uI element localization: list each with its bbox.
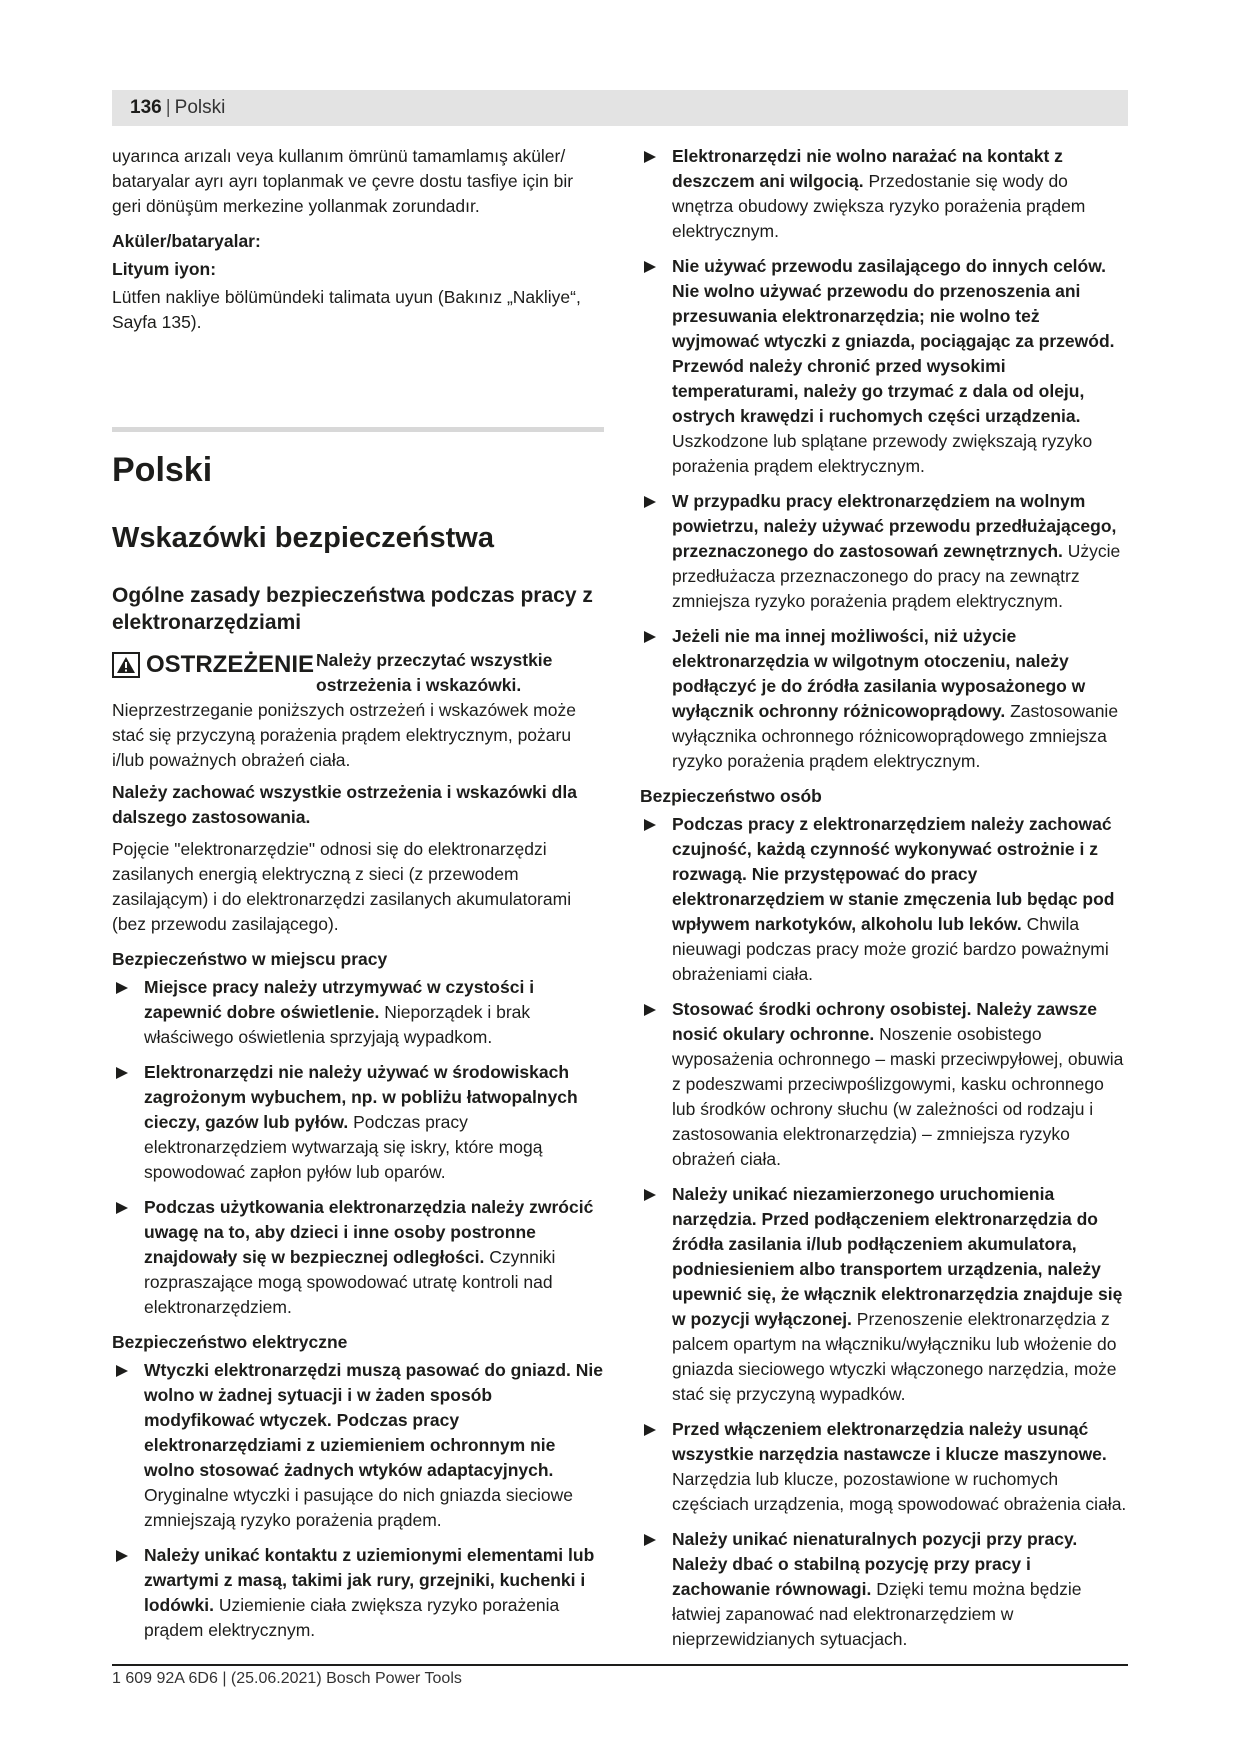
list-item <box>640 997 1130 1172</box>
definition-text: Pojęcie "elektronarzędzie" odnosi się do elektronarzędzi zasilanych energią elektryczną z sieci (z przewodem zasilającym) i do elektronarzędzi zasilanych akumulatorami (bez przewodu zasilającego). <box>112 839 572 934</box>
warning-block <box>112 648 604 698</box>
item-text: Użycie przedłużacza przeznaczonego do pracy na zewnątrz zmniejsza ryzyko porażenia prądem elektrycznym. <box>672 541 1121 611</box>
item-text: Zastosowanie wyłącznika ochronnego różnicowoprądowego zmniejsza ryzyko porażenia prądem elektrycznym. <box>672 701 1119 771</box>
list-item <box>112 1543 604 1643</box>
item-bold: Stosować środki ochrony osobistej. Należy zawsze nosić okulary ochronne. <box>672 999 1097 1044</box>
lithium-label: Lityum iyon: <box>112 259 217 279</box>
warning-text: Nieprzestrzeganie poniższych ostrzeżeń i wskazówek może stać się przyczyną porażenia prądem elektrycznym, pożaru i/lub poważnych obrażeń ciała. <box>112 700 576 770</box>
item-text: Przedostanie się wody do wnętrza obudowy zwiększa ryzyko porażenia prądem elektrycznym. <box>672 171 1086 241</box>
right-column <box>640 144 1130 1662</box>
list-item <box>640 144 1130 244</box>
list-item <box>640 624 1130 774</box>
list-item <box>640 1527 1130 1652</box>
item-bold: Przed włączeniem elektronarzędzia należy usunąć wszystkie narzędzia nastawcze i klucze maszynowe. <box>672 1419 1107 1464</box>
language-heading: Polski <box>112 451 213 489</box>
item-text: Chwila nieuwagi podczas pracy może grozić bardzo poważnymi obrażeniami ciała. <box>672 914 1109 984</box>
item-bold: Należy unikać kontaktu z uziemionymi elementami lub zwartymi z masą, takimi jak rury, grzejniki, kuchenki i lodówki. <box>144 1545 595 1615</box>
keep-warnings-text: Należy zachować wszystkie ostrzeżenia i wskazówki dla dalszego zastosowania. <box>112 782 577 827</box>
left-column <box>112 144 604 1653</box>
intro-text: uyarınca arızalı veya kullanım ömrünü tamamlamış aküler/ bataryalar ayrı ayrı toplanmak ve çevre dostu tasfiye için bir geri dönüşüm merkezine yollanmak zorundadır. <box>112 146 574 216</box>
list-item <box>112 1358 604 1533</box>
list-item <box>640 1417 1130 1517</box>
item-text: Noszenie osobistego wyposażenia ochronnego – maski przeciwpyłowej, obuwia z podeszwami przeciwpoślizgowymi, kasku ochronnego lub środków ochrony słuchu (w zależności od rodzaju i zastosowania elektronarzędzia) – zmniejsza ryzyko obrażeń ciała. <box>672 1024 1124 1169</box>
lithium-text: Lütfen nakliye bölümündeki talimata uyun (Bakınız „Nakliye“, Sayfa 135). <box>112 287 581 332</box>
header-separator: | <box>165 97 171 118</box>
item-bold: Jeżeli nie ma innej możliwości, niż użycie elektronarzędzia w wilgotnym otoczeniu, należy podłączyć je do źródła zasilania wyposażonego w wyłącznik ochronny różnicowoprądowy. <box>672 626 1086 721</box>
item-bold: Miejsce pracy należy utrzymywać w czystości i zapewnić dobre oświetlenie. <box>144 977 535 1022</box>
item-bold: Należy unikać niezamierzonego uruchomienia narzędzia. Przed podłączeniem elektronarzędzia do źródła zasilania i/lub podłączeniem akumulatora, podniesieniem albo transportem urządzenia, należy upewnić się, że włącznik elektronarzędzia znajduje się w pozycji wyłączonej. <box>672 1184 1123 1329</box>
item-text: Uszkodzone lub splątane przewody zwiększają ryzyko porażenia prądem elektrycznym. <box>672 431 1093 476</box>
electrical-heading: Bezpieczeństwo elektryczne <box>112 1332 348 1352</box>
header-language: Polski <box>174 97 226 118</box>
item-bold: W przypadku pracy elektronarzędziem na wolnym powietrzu, należy używać przewodu przedłużającego, przeznaczonego do zastosowań zewnętrznych. <box>672 491 1117 561</box>
personal-safety-heading: Bezpieczeństwo osób <box>640 786 822 806</box>
item-bold: Wtyczki elektronarzędzi muszą pasować do gniazd. Nie wolno w żadnej sytuacji i w żaden sposób modyfikować wtyczek. Podczas pracy elektronarzędziami z uziemieniem ochronnym nie wolno stosować żadnych wtyków adaptacyjnych. <box>144 1360 604 1480</box>
list-item <box>112 975 604 1050</box>
list-item <box>640 254 1130 479</box>
safety-heading: Wskazówki bezpieczeństwa <box>112 522 494 554</box>
item-bold: Nie używać przewodu zasilającego do innych celów. Nie wolno używać przewodu do przenoszenia ani przesuwania elektronarzędzia; nie wolno też wyjmować wtyczki z gniazda, pociągając za przewód. Przewód należy chronić przed wysokimi temperaturami, należy go trzymać z dala od oleju, ostrych krawędzi i ruchomych części urządzenia. <box>672 256 1115 426</box>
item-bold: Należy unikać nienaturalnych pozycji przy pracy. Należy dbać o stabilną pozycję przy pracy i zachowanie równowagi. <box>672 1529 1078 1599</box>
item-text: Przenoszenie elektronarzędzia z palcem opartym na włączniku/wyłączniku lub włożenie do gniazda sieciowego wtyczki włączonego narzędzia, może stać się przyczyną wypadków. <box>672 1309 1117 1404</box>
item-text: Podczas pracy elektronarzędziem wytwarzają się iskry, które mogą spowodować zapłon pyłów lub oparów. <box>144 1112 543 1182</box>
section-divider <box>112 427 604 432</box>
warning-triangle-icon <box>112 652 140 678</box>
item-text: Narzędzia lub klucze, pozostawione w ruchomych częściach urządzenia, mogą spowodować obrażenia ciała. <box>672 1469 1127 1514</box>
item-text: Nieporządek i brak właściwego oświetlenia sprzyjają wypadkom. <box>144 1002 531 1047</box>
item-text: Uziemienie ciała zwiększa ryzyko porażenia prądem elektrycznym. <box>144 1595 560 1640</box>
item-bold: Elektronarzędzi nie wolno narażać na kontakt z deszczem ani wilgocią. <box>672 146 1063 191</box>
item-bold: Elektronarzędzi nie należy używać w środowiskach zagrożonym wybuchem, np. w pobliżu łatwopalnych cieczy, gazów lub pyłów. <box>144 1062 578 1132</box>
footer-text: 1 609 92A 6D6 | (25.06.2021) Bosch Power Tools <box>112 1670 462 1687</box>
item-bold: Podczas pracy z elektronarzędziem należy zachować czujność, każdą czynność wykonywać ostrożnie i z rozwagą. Nie przystępować do pracy elektronarzędziem w stanie zmęczenia lub będąc pod wpływem narkotyków, alkoholu lub leków. <box>672 814 1115 934</box>
warning-lead: Należy przeczytać wszystkie ostrzeżenia i wskazówki. <box>316 650 553 695</box>
item-bold: Podczas użytkowania elektronarzędzia należy zwrócić uwagę na to, aby dzieci i inne osoby postronne znajdowały się w bezpiecznej odległości. <box>144 1197 594 1267</box>
item-text: Oryginalne wtyczki i pasujące do nich gniazda sieciowe zmniejszają ryzyko porażenia prądem. <box>144 1485 573 1530</box>
list-item <box>640 489 1130 614</box>
warning-word: OSTRZEŻENIE <box>146 651 315 678</box>
item-text: Dzięki temu można będzie łatwiej zapanować nad elektronarzędziem w nieprzewidzianych sytuacjach. <box>672 1579 1082 1649</box>
footer-divider <box>112 1664 1128 1666</box>
batteries-label: Aküler/bataryalar: <box>112 231 261 251</box>
list-item <box>640 1182 1130 1407</box>
list-item <box>112 1195 604 1320</box>
page-number: 136 <box>130 97 162 118</box>
general-safety-heading: Ogólne zasady bezpieczeństwa podczas pracy z elektronarzędziami <box>112 584 593 634</box>
item-text: Czynniki rozpraszające mogą spowodować utratę kontroli nad elektronarzędziem. <box>144 1247 556 1317</box>
list-item <box>112 1060 604 1185</box>
list-item <box>640 812 1130 987</box>
page-header <box>112 90 1128 126</box>
work-area-heading: Bezpieczeństwo w miejscu pracy <box>112 949 388 969</box>
